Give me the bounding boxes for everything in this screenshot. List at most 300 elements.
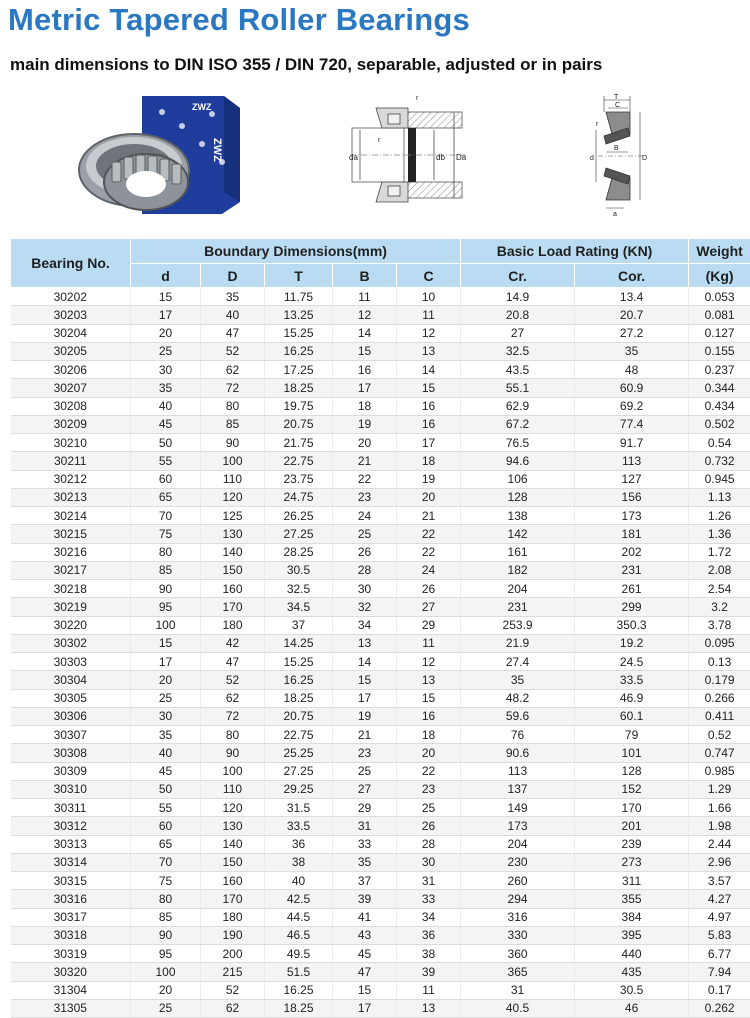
brand-logo: ZWZ bbox=[211, 138, 223, 162]
C-cell: 13 bbox=[397, 999, 461, 1017]
cor-cell: 231 bbox=[575, 561, 689, 579]
C-cell: 16 bbox=[397, 397, 461, 415]
d-cell: 45 bbox=[131, 415, 201, 433]
d-cell: 100 bbox=[131, 963, 201, 981]
cor-cell: 79 bbox=[575, 726, 689, 744]
weight-cell: 0.17 bbox=[689, 981, 750, 999]
cr-cell: 32.5 bbox=[461, 342, 575, 360]
bearing-no-cell: 30214 bbox=[11, 507, 131, 525]
cr-cell: 76.5 bbox=[461, 434, 575, 452]
T-cell: 31.5 bbox=[265, 799, 333, 817]
weight-cell: 0.54 bbox=[689, 434, 750, 452]
D-cell: 200 bbox=[201, 945, 265, 963]
table-row bbox=[11, 762, 750, 780]
weight-cell: 0.434 bbox=[689, 397, 750, 415]
weight-cell: 0.266 bbox=[689, 689, 750, 707]
weight-cell: 0.127 bbox=[689, 324, 750, 342]
bearing-no-cell: 31304 bbox=[11, 981, 131, 999]
cor-cell: 384 bbox=[575, 908, 689, 926]
bearing-product-photo bbox=[72, 92, 247, 220]
bearing-no-cell: 30306 bbox=[11, 707, 131, 725]
bearing-no-cell: 30315 bbox=[11, 872, 131, 890]
D-cell: 100 bbox=[201, 452, 265, 470]
cr-cell: 253.9 bbox=[461, 616, 575, 634]
cor-cell: 202 bbox=[575, 543, 689, 561]
T-cell: 19.75 bbox=[265, 397, 333, 415]
header-cr: Cr. bbox=[461, 264, 575, 288]
header-D: D bbox=[201, 264, 265, 288]
d-cell: 15 bbox=[131, 288, 201, 306]
cr-cell: 43.5 bbox=[461, 361, 575, 379]
cr-cell: 204 bbox=[461, 835, 575, 853]
d-cell: 60 bbox=[131, 817, 201, 835]
table-row bbox=[11, 488, 750, 506]
d-cell: 50 bbox=[131, 434, 201, 452]
bearing-no-cell: 30209 bbox=[11, 415, 131, 433]
T-cell: 15.25 bbox=[265, 653, 333, 671]
D-cell: 140 bbox=[201, 543, 265, 561]
cr-cell: 59.6 bbox=[461, 707, 575, 725]
weight-cell: 0.502 bbox=[689, 415, 750, 433]
bearing-no-cell: 30220 bbox=[11, 616, 131, 634]
bearing-no-cell: 30312 bbox=[11, 817, 131, 835]
T-cell: 16.25 bbox=[265, 342, 333, 360]
bearing-no-cell: 30320 bbox=[11, 963, 131, 981]
cr-cell: 14.9 bbox=[461, 288, 575, 306]
cr-cell: 230 bbox=[461, 853, 575, 871]
header-d: d bbox=[131, 264, 201, 288]
C-cell: 11 bbox=[397, 981, 461, 999]
B-cell: 23 bbox=[333, 488, 397, 506]
d-cell: 65 bbox=[131, 835, 201, 853]
weight-cell: 0.732 bbox=[689, 452, 750, 470]
cr-cell: 330 bbox=[461, 926, 575, 944]
C-cell: 30 bbox=[397, 853, 461, 871]
weight-cell: 0.52 bbox=[689, 726, 750, 744]
D-cell: 47 bbox=[201, 653, 265, 671]
T-cell: 42.5 bbox=[265, 890, 333, 908]
bearing-no-cell: 30319 bbox=[11, 945, 131, 963]
weight-cell: 0.155 bbox=[689, 342, 750, 360]
B-cell: 17 bbox=[333, 999, 397, 1017]
d-cell: 20 bbox=[131, 981, 201, 999]
B-cell: 33 bbox=[333, 835, 397, 853]
C-cell: 31 bbox=[397, 872, 461, 890]
cr-cell: 138 bbox=[461, 507, 575, 525]
C-cell: 16 bbox=[397, 707, 461, 725]
weight-cell: 2.54 bbox=[689, 580, 750, 598]
weight-cell: 0.081 bbox=[689, 306, 750, 324]
cor-cell: 440 bbox=[575, 945, 689, 963]
weight-cell: 4.27 bbox=[689, 890, 750, 908]
cor-cell: 127 bbox=[575, 470, 689, 488]
weight-cell: 1.13 bbox=[689, 488, 750, 506]
d-cell: 40 bbox=[131, 744, 201, 762]
B-cell: 25 bbox=[333, 762, 397, 780]
d-cell: 20 bbox=[131, 671, 201, 689]
D-cell: 90 bbox=[201, 434, 265, 452]
C-cell: 25 bbox=[397, 799, 461, 817]
cr-cell: 20.8 bbox=[461, 306, 575, 324]
d-cell: 95 bbox=[131, 598, 201, 616]
B-cell: 14 bbox=[333, 653, 397, 671]
B-cell: 21 bbox=[333, 452, 397, 470]
table-row bbox=[11, 634, 750, 652]
cor-cell: 239 bbox=[575, 835, 689, 853]
bearing-no-cell: 30204 bbox=[11, 324, 131, 342]
T-cell: 30.5 bbox=[265, 561, 333, 579]
cor-cell: 27.2 bbox=[575, 324, 689, 342]
weight-cell: 0.945 bbox=[689, 470, 750, 488]
B-cell: 15 bbox=[333, 981, 397, 999]
table-row bbox=[11, 853, 750, 871]
table-row bbox=[11, 890, 750, 908]
table-row bbox=[11, 689, 750, 707]
svg-text:r: r bbox=[596, 121, 599, 128]
C-cell: 21 bbox=[397, 507, 461, 525]
D-cell: 140 bbox=[201, 835, 265, 853]
d-cell: 85 bbox=[131, 908, 201, 926]
D-cell: 72 bbox=[201, 707, 265, 725]
bearing-no-cell: 30210 bbox=[11, 434, 131, 452]
d-cell: 55 bbox=[131, 452, 201, 470]
D-cell: 52 bbox=[201, 671, 265, 689]
bearing-no-cell: 30316 bbox=[11, 890, 131, 908]
cor-cell: 101 bbox=[575, 744, 689, 762]
cr-cell: 204 bbox=[461, 580, 575, 598]
B-cell: 37 bbox=[333, 872, 397, 890]
cr-cell: 76 bbox=[461, 726, 575, 744]
d-cell: 20 bbox=[131, 324, 201, 342]
weight-cell: 2.08 bbox=[689, 561, 750, 579]
svg-text:r: r bbox=[416, 95, 419, 102]
table-row bbox=[11, 324, 750, 342]
cr-cell: 31 bbox=[461, 981, 575, 999]
d-cell: 15 bbox=[131, 634, 201, 652]
C-cell: 16 bbox=[397, 415, 461, 433]
cor-cell: 46.9 bbox=[575, 689, 689, 707]
d-cell: 85 bbox=[131, 561, 201, 579]
cr-cell: 35 bbox=[461, 671, 575, 689]
cr-cell: 48.2 bbox=[461, 689, 575, 707]
T-cell: 22.75 bbox=[265, 452, 333, 470]
cor-cell: 35 bbox=[575, 342, 689, 360]
weight-cell: 4.97 bbox=[689, 908, 750, 926]
C-cell: 26 bbox=[397, 580, 461, 598]
header-B: B bbox=[333, 264, 397, 288]
T-cell: 32.5 bbox=[265, 580, 333, 598]
D-cell: 85 bbox=[201, 415, 265, 433]
table-row bbox=[11, 908, 750, 926]
table-row bbox=[11, 379, 750, 397]
cor-cell: 46 bbox=[575, 999, 689, 1017]
C-cell: 22 bbox=[397, 543, 461, 561]
T-cell: 28.25 bbox=[265, 543, 333, 561]
cor-cell: 355 bbox=[575, 890, 689, 908]
cor-cell: 24.5 bbox=[575, 653, 689, 671]
B-cell: 13 bbox=[333, 634, 397, 652]
cr-cell: 182 bbox=[461, 561, 575, 579]
C-cell: 11 bbox=[397, 306, 461, 324]
T-cell: 17.25 bbox=[265, 361, 333, 379]
weight-cell: 1.72 bbox=[689, 543, 750, 561]
C-cell: 11 bbox=[397, 634, 461, 652]
weight-cell: 0.13 bbox=[689, 653, 750, 671]
header-cor: Cor. bbox=[575, 264, 689, 288]
table-row bbox=[11, 543, 750, 561]
d-cell: 80 bbox=[131, 890, 201, 908]
C-cell: 10 bbox=[397, 288, 461, 306]
cr-cell: 62.9 bbox=[461, 397, 575, 415]
bearing-no-cell: 30302 bbox=[11, 634, 131, 652]
bearing-no-cell: 30310 bbox=[11, 780, 131, 798]
weight-cell: 1.36 bbox=[689, 525, 750, 543]
cor-cell: 128 bbox=[575, 762, 689, 780]
B-cell: 25 bbox=[333, 525, 397, 543]
B-cell: 14 bbox=[333, 324, 397, 342]
bearing-no-cell: 30303 bbox=[11, 653, 131, 671]
B-cell: 41 bbox=[333, 908, 397, 926]
T-cell: 22.75 bbox=[265, 726, 333, 744]
bearing-no-cell: 30215 bbox=[11, 525, 131, 543]
weight-cell: 7.94 bbox=[689, 963, 750, 981]
D-cell: 120 bbox=[201, 488, 265, 506]
header-T: T bbox=[265, 264, 333, 288]
B-cell: 43 bbox=[333, 926, 397, 944]
D-cell: 62 bbox=[201, 689, 265, 707]
svg-text:T: T bbox=[614, 94, 619, 101]
table-row bbox=[11, 580, 750, 598]
bearing-no-cell: 30311 bbox=[11, 799, 131, 817]
cr-cell: 94.6 bbox=[461, 452, 575, 470]
svg-text:C: C bbox=[615, 102, 620, 109]
T-cell: 36 bbox=[265, 835, 333, 853]
weight-cell: 0.095 bbox=[689, 634, 750, 652]
B-cell: 21 bbox=[333, 726, 397, 744]
bearing-no-cell: 30211 bbox=[11, 452, 131, 470]
D-cell: 160 bbox=[201, 872, 265, 890]
d-cell: 60 bbox=[131, 470, 201, 488]
cor-cell: 170 bbox=[575, 799, 689, 817]
table-row bbox=[11, 306, 750, 324]
cor-cell: 311 bbox=[575, 872, 689, 890]
D-cell: 72 bbox=[201, 379, 265, 397]
table-row bbox=[11, 342, 750, 360]
cr-cell: 142 bbox=[461, 525, 575, 543]
table-row bbox=[11, 744, 750, 762]
table-row bbox=[11, 963, 750, 981]
T-cell: 34.5 bbox=[265, 598, 333, 616]
B-cell: 15 bbox=[333, 671, 397, 689]
bearing-no-cell: 30313 bbox=[11, 835, 131, 853]
table-body bbox=[11, 288, 750, 1018]
weight-cell: 1.29 bbox=[689, 780, 750, 798]
C-cell: 33 bbox=[397, 890, 461, 908]
bearing-no-cell: 30309 bbox=[11, 762, 131, 780]
cor-cell: 173 bbox=[575, 507, 689, 525]
D-cell: 110 bbox=[201, 780, 265, 798]
B-cell: 24 bbox=[333, 507, 397, 525]
T-cell: 33.5 bbox=[265, 817, 333, 835]
B-cell: 18 bbox=[333, 397, 397, 415]
D-cell: 80 bbox=[201, 397, 265, 415]
bearing-no-cell: 30318 bbox=[11, 926, 131, 944]
B-cell: 39 bbox=[333, 890, 397, 908]
cr-cell: 360 bbox=[461, 945, 575, 963]
svg-text:db: db bbox=[436, 153, 445, 162]
cr-cell: 173 bbox=[461, 817, 575, 835]
B-cell: 28 bbox=[333, 561, 397, 579]
B-cell: 20 bbox=[333, 434, 397, 452]
header-weight: Weight bbox=[689, 239, 750, 264]
cor-cell: 91.7 bbox=[575, 434, 689, 452]
weight-cell: 2.96 bbox=[689, 853, 750, 871]
cr-cell: 294 bbox=[461, 890, 575, 908]
page-subtitle: main dimensions to DIN ISO 355 / DIN 720, separable, adjusted or in pairs bbox=[10, 55, 602, 75]
table-row bbox=[11, 434, 750, 452]
weight-cell: 0.411 bbox=[689, 707, 750, 725]
cor-cell: 261 bbox=[575, 580, 689, 598]
bearing-no-cell: 30205 bbox=[11, 342, 131, 360]
weight-cell: 1.66 bbox=[689, 799, 750, 817]
cor-cell: 77.4 bbox=[575, 415, 689, 433]
bearing-spec-table bbox=[10, 238, 750, 1018]
T-cell: 37 bbox=[265, 616, 333, 634]
bearing-no-cell: 30217 bbox=[11, 561, 131, 579]
D-cell: 125 bbox=[201, 507, 265, 525]
bearing-no-cell: 30308 bbox=[11, 744, 131, 762]
d-cell: 90 bbox=[131, 926, 201, 944]
table-row bbox=[11, 653, 750, 671]
table-row bbox=[11, 288, 750, 306]
C-cell: 20 bbox=[397, 488, 461, 506]
T-cell: 20.75 bbox=[265, 415, 333, 433]
T-cell: 11.75 bbox=[265, 288, 333, 306]
table-row bbox=[11, 926, 750, 944]
cr-cell: 67.2 bbox=[461, 415, 575, 433]
B-cell: 15 bbox=[333, 342, 397, 360]
T-cell: 27.25 bbox=[265, 525, 333, 543]
C-cell: 15 bbox=[397, 379, 461, 397]
bearing-no-cell: 30314 bbox=[11, 853, 131, 871]
B-cell: 34 bbox=[333, 616, 397, 634]
cor-cell: 113 bbox=[575, 452, 689, 470]
cor-cell: 201 bbox=[575, 817, 689, 835]
T-cell: 23.75 bbox=[265, 470, 333, 488]
B-cell: 27 bbox=[333, 780, 397, 798]
T-cell: 13.25 bbox=[265, 306, 333, 324]
T-cell: 14.25 bbox=[265, 634, 333, 652]
cor-cell: 299 bbox=[575, 598, 689, 616]
D-cell: 180 bbox=[201, 616, 265, 634]
weight-cell: 0.344 bbox=[689, 379, 750, 397]
d-cell: 30 bbox=[131, 707, 201, 725]
cr-cell: 316 bbox=[461, 908, 575, 926]
weight-cell: 3.57 bbox=[689, 872, 750, 890]
bearing-no-cell: 30202 bbox=[11, 288, 131, 306]
table-row bbox=[11, 835, 750, 853]
cr-cell: 27 bbox=[461, 324, 575, 342]
C-cell: 13 bbox=[397, 342, 461, 360]
table-row bbox=[11, 945, 750, 963]
d-cell: 35 bbox=[131, 726, 201, 744]
T-cell: 49.5 bbox=[265, 945, 333, 963]
C-cell: 12 bbox=[397, 653, 461, 671]
table-row bbox=[11, 817, 750, 835]
B-cell: 22 bbox=[333, 470, 397, 488]
weight-cell: 3.2 bbox=[689, 598, 750, 616]
weight-cell: 0.747 bbox=[689, 744, 750, 762]
cr-cell: 106 bbox=[461, 470, 575, 488]
D-cell: 170 bbox=[201, 890, 265, 908]
T-cell: 38 bbox=[265, 853, 333, 871]
D-cell: 170 bbox=[201, 598, 265, 616]
cor-cell: 33.5 bbox=[575, 671, 689, 689]
D-cell: 62 bbox=[201, 361, 265, 379]
cr-cell: 365 bbox=[461, 963, 575, 981]
bearing-no-cell: 30307 bbox=[11, 726, 131, 744]
bearing-no-cell: 30213 bbox=[11, 488, 131, 506]
C-cell: 18 bbox=[397, 452, 461, 470]
weight-cell: 3.78 bbox=[689, 616, 750, 634]
T-cell: 15.25 bbox=[265, 324, 333, 342]
D-cell: 100 bbox=[201, 762, 265, 780]
svg-text:B: B bbox=[614, 145, 619, 152]
cr-cell: 40.5 bbox=[461, 999, 575, 1017]
cor-cell: 350.3 bbox=[575, 616, 689, 634]
weight-cell: 0.262 bbox=[689, 999, 750, 1017]
d-cell: 45 bbox=[131, 762, 201, 780]
table-row bbox=[11, 561, 750, 579]
d-cell: 65 bbox=[131, 488, 201, 506]
B-cell: 26 bbox=[333, 543, 397, 561]
D-cell: 190 bbox=[201, 926, 265, 944]
D-cell: 40 bbox=[201, 306, 265, 324]
d-cell: 55 bbox=[131, 799, 201, 817]
table-row bbox=[11, 452, 750, 470]
T-cell: 26.25 bbox=[265, 507, 333, 525]
cor-cell: 20.7 bbox=[575, 306, 689, 324]
B-cell: 29 bbox=[333, 799, 397, 817]
cr-cell: 161 bbox=[461, 543, 575, 561]
T-cell: 16.25 bbox=[265, 981, 333, 999]
weight-cell: 0.053 bbox=[689, 288, 750, 306]
cr-cell: 260 bbox=[461, 872, 575, 890]
T-cell: 18.25 bbox=[265, 999, 333, 1017]
cr-cell: 55.1 bbox=[461, 379, 575, 397]
D-cell: 160 bbox=[201, 580, 265, 598]
T-cell: 40 bbox=[265, 872, 333, 890]
B-cell: 32 bbox=[333, 598, 397, 616]
D-cell: 110 bbox=[201, 470, 265, 488]
bearing-no-cell: 30305 bbox=[11, 689, 131, 707]
cr-cell: 27.4 bbox=[461, 653, 575, 671]
C-cell: 38 bbox=[397, 945, 461, 963]
table-row bbox=[11, 671, 750, 689]
d-cell: 95 bbox=[131, 945, 201, 963]
d-cell: 40 bbox=[131, 397, 201, 415]
C-cell: 22 bbox=[397, 762, 461, 780]
bearing-no-cell: 30216 bbox=[11, 543, 131, 561]
T-cell: 25.25 bbox=[265, 744, 333, 762]
cor-cell: 48 bbox=[575, 361, 689, 379]
D-cell: 42 bbox=[201, 634, 265, 652]
bearing-no-cell: 30203 bbox=[11, 306, 131, 324]
cor-cell: 69.2 bbox=[575, 397, 689, 415]
cr-cell: 231 bbox=[461, 598, 575, 616]
d-cell: 25 bbox=[131, 342, 201, 360]
bearing-no-cell: 30304 bbox=[11, 671, 131, 689]
